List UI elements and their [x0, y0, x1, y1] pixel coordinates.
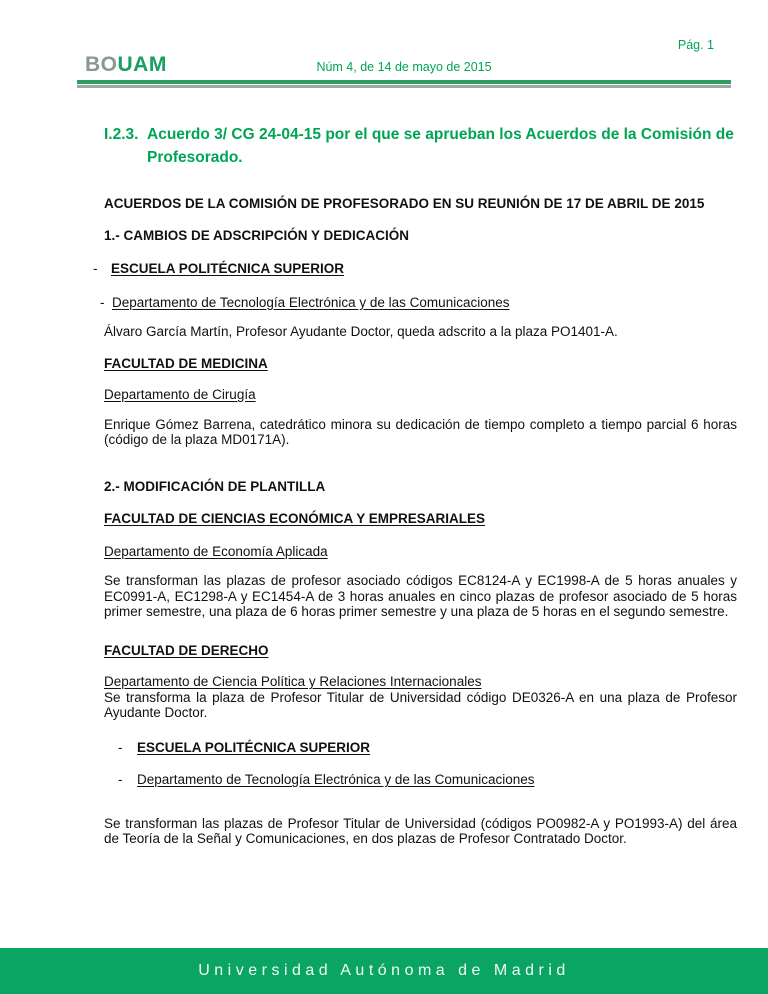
header-rule-gray	[77, 85, 731, 88]
faculty-derecho-heading	[104, 643, 737, 659]
dash-bullet: -	[100, 294, 105, 310]
department-name: Departamento de Economía Aplicada	[104, 543, 328, 559]
document-body	[93, 196, 737, 847]
department-name: Departamento de Tecnología Electrónica y de las Comunicaciones	[112, 294, 510, 310]
dept-cirugia-heading	[104, 387, 737, 403]
dash-bullet: -	[118, 772, 123, 787]
section-1-heading: 1.- CAMBIOS DE ADSCRIPCIÓN Y DEDICACIÓN	[104, 227, 410, 243]
faculty-economicas-heading	[104, 511, 737, 527]
footer-banner-text: Universidad Autónoma de Madrid	[198, 962, 570, 979]
footer-banner	[0, 948, 768, 994]
dash-bullet: -	[118, 739, 123, 755]
document-title-text: Acuerdo 3/ CG 24-04-15 por el que se aprueban los Acuerdos de la Comisión de Profesorado.	[147, 126, 734, 166]
paragraph-derecho: Se transforma la plaza de Profesor Titular de Universidad código DE0326-A en una plaza de Profesor Ayudante Doctor.	[104, 689, 737, 720]
document-title-number: I.2.3.	[104, 126, 139, 143]
header-rule	[77, 80, 731, 88]
dash-bullet: -	[93, 261, 98, 276]
paragraph-teoria-senal: Se transforman las plazas de Profesor Titular de Universidad (códigos PO0982-A y PO1993-A) del área de Teoría de la Señal y Comunicaciones, en dos plazas de Profesor Contratado Doctor.	[104, 815, 737, 846]
school-name: ESCUELA POLITÉCNICA SUPERIOR	[111, 261, 345, 276]
department-name: Departamento de Tecnología Electrónica y de las Comunicaciones	[137, 772, 535, 787]
paragraph-garcia-martin: Álvaro García Martín, Profesor Ayudante Doctor, queda adscrito a la plaza PO1401-A.	[104, 324, 618, 339]
dept-ciencia-politica-heading	[104, 674, 737, 690]
list-item-school-eps-2	[118, 740, 737, 756]
document-title	[104, 123, 738, 169]
dept-economia-heading	[104, 544, 737, 560]
bouam-logo-uam: UAM	[117, 53, 167, 76]
faculty-name: FACULTAD DE MEDICINA	[104, 355, 268, 371]
list-item-dept-tecnologia-2	[118, 772, 737, 788]
faculty-name: FACULTAD DE DERECHO	[104, 642, 269, 658]
department-name: Departamento de Cirugía	[104, 387, 256, 402]
intro-heading: ACUERDOS DE LA COMISIÓN DE PROFESORADO EN SU REUNIÓN DE 17 DE ABRIL DE 2015	[104, 196, 705, 211]
paragraph-gomez-barrena: Enrique Gómez Barrena, catedrático minora su dedicación de tiempo completo a tiempo parcial 6 horas (código de la plaza MD0171A).	[104, 416, 737, 447]
list-item-school-eps	[93, 261, 737, 277]
section-2-heading: 2.- MODIFICACIÓN DE PLANTILLA	[104, 478, 326, 494]
bouam-logo-bo: BO	[85, 53, 118, 76]
paragraph-economia: Se transforman las plazas de profesor asociado códigos EC8124-A y EC1998-A de 5 horas anuales y EC0991-A, EC1298-A y EC1454-A de 3 horas anuales en cinco plazas de profesor asociado de 5 horas primer semestre, una plaza de 6 horas primer semestre y una plaza de 5 horas en el segundo semestre.	[104, 573, 737, 619]
faculty-name: FACULTAD DE CIENCIAS ECONÓMICA Y EMPRESARIALES	[104, 511, 486, 526]
faculty-medicina-heading	[104, 356, 737, 372]
page-number: Pág. 1	[677, 38, 714, 52]
department-name: Departamento de Ciencia Política y Relaciones Internacionales	[104, 674, 482, 689]
list-item-dept-tecnologia	[100, 294, 737, 311]
school-name: ESCUELA POLITÉCNICA SUPERIOR	[137, 739, 371, 755]
issue-date: Núm 4, de 14 de mayo de 2015	[316, 60, 492, 74]
